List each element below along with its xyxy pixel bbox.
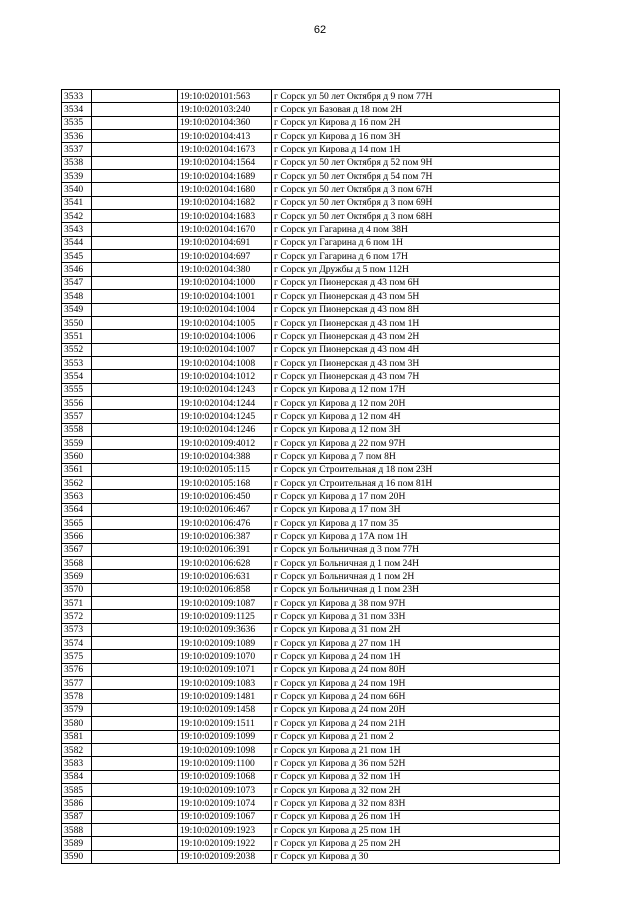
table-row bbox=[62, 623, 560, 636]
cadastral-number-cell: 19:10:020106:391 bbox=[178, 543, 272, 556]
cadastral-number-cell: 19:10:020106:858 bbox=[178, 583, 272, 596]
cadastral-number-cell: 19:10:020109:1089 bbox=[178, 637, 272, 650]
address-cell: г Сорск ул Дружбы д 5 пом 112Н bbox=[272, 263, 560, 276]
row-number-cell: 3558 bbox=[62, 423, 92, 436]
cadastral-number-cell: 19:10:020103:240 bbox=[178, 103, 272, 116]
cadastral-number-cell: 19:10:020104:1004 bbox=[178, 303, 272, 316]
row-number-cell: 3545 bbox=[62, 250, 92, 263]
empty-cell bbox=[92, 370, 178, 383]
row-number-cell: 3542 bbox=[62, 210, 92, 223]
cadastral-number-cell: 19:10:020104:1689 bbox=[178, 170, 272, 183]
empty-cell bbox=[92, 690, 178, 703]
row-number-cell: 3555 bbox=[62, 383, 92, 396]
address-cell: г Сорск ул Кирова д 21 пом 2 bbox=[272, 730, 560, 743]
empty-cell bbox=[92, 703, 178, 716]
address-cell: г Сорск ул Пионерская д 43 пом 7Н bbox=[272, 370, 560, 383]
table-row bbox=[62, 436, 560, 449]
empty-cell bbox=[92, 837, 178, 850]
empty-cell bbox=[92, 263, 178, 276]
address-cell: г Сорск ул 50 лет Октября д 3 пом 69Н bbox=[272, 196, 560, 209]
address-cell: г Сорск ул Кирова д 31 пом 2Н bbox=[272, 623, 560, 636]
address-cell: г Сорск ул Строительная д 18 пом 23Н bbox=[272, 463, 560, 476]
row-number-cell: 3570 bbox=[62, 583, 92, 596]
address-cell: г Сорск ул Больничная д 1 пом 24Н bbox=[272, 557, 560, 570]
table-row bbox=[62, 650, 560, 663]
address-cell: г Сорск ул Кирова д 24 пом 19Н bbox=[272, 677, 560, 690]
empty-cell bbox=[92, 543, 178, 556]
empty-cell bbox=[92, 143, 178, 156]
table-row bbox=[62, 637, 560, 650]
table-row bbox=[62, 463, 560, 476]
cadastral-number-cell: 19:10:020109:4012 bbox=[178, 436, 272, 449]
cadastral-number-cell: 19:10:020109:1458 bbox=[178, 703, 272, 716]
address-cell: г Сорск ул Кирова д 17 пом 3Н bbox=[272, 503, 560, 516]
cadastral-number-cell: 19:10:020104:413 bbox=[178, 130, 272, 143]
table-row bbox=[62, 730, 560, 743]
row-number-cell: 3539 bbox=[62, 170, 92, 183]
address-cell: г Сорск ул Больничная д 3 пом 77Н bbox=[272, 543, 560, 556]
cadastral-number-cell: 19:10:020106:631 bbox=[178, 570, 272, 583]
address-cell: г Сорск ул Кирова д 25 пом 2Н bbox=[272, 837, 560, 850]
row-number-cell: 3573 bbox=[62, 623, 92, 636]
address-cell: г Сорск ул Кирова д 12 пом 3Н bbox=[272, 423, 560, 436]
cadastral-number-cell: 19:10:020109:2038 bbox=[178, 850, 272, 863]
row-number-cell: 3574 bbox=[62, 637, 92, 650]
cadastral-number-cell: 19:10:020104:1005 bbox=[178, 316, 272, 329]
address-cell: г Сорск ул Кирова д 27 пом 1Н bbox=[272, 637, 560, 650]
row-number-cell: 3537 bbox=[62, 143, 92, 156]
table-row bbox=[62, 116, 560, 129]
cadastral-number-cell: 19:10:020109:1099 bbox=[178, 730, 272, 743]
table-row bbox=[62, 837, 560, 850]
cadastral-number-cell: 19:10:020104:1001 bbox=[178, 290, 272, 303]
address-cell: г Сорск ул Пионерская д 43 пом 3Н bbox=[272, 356, 560, 369]
table-row bbox=[62, 797, 560, 810]
cadastral-number-cell: 19:10:020106:387 bbox=[178, 530, 272, 543]
address-cell: г Сорск ул Кирова д 14 пом 1Н bbox=[272, 143, 560, 156]
row-number-cell: 3559 bbox=[62, 436, 92, 449]
address-cell: г Сорск ул Кирова д 21 пом 1Н bbox=[272, 743, 560, 756]
empty-cell bbox=[92, 530, 178, 543]
address-cell: г Сорск ул Кирова д 17 пом 20Н bbox=[272, 490, 560, 503]
table-row bbox=[62, 503, 560, 516]
address-cell: г Сорск ул Кирова д 17А пом 1Н bbox=[272, 530, 560, 543]
address-cell: г Сорск ул Гагарина д 6 пом 1Н bbox=[272, 236, 560, 249]
empty-cell bbox=[92, 223, 178, 236]
address-cell: г Сорск ул Пионерская д 43 пом 6Н bbox=[272, 276, 560, 289]
row-number-cell: 3541 bbox=[62, 196, 92, 209]
address-cell: г Сорск ул Базовая д 18 пом 2Н bbox=[272, 103, 560, 116]
row-number-cell: 3580 bbox=[62, 717, 92, 730]
empty-cell bbox=[92, 343, 178, 356]
empty-cell bbox=[92, 810, 178, 823]
row-number-cell: 3585 bbox=[62, 783, 92, 796]
row-number-cell: 3549 bbox=[62, 303, 92, 316]
address-cell: г Сорск ул Гагарина д 6 пом 17Н bbox=[272, 250, 560, 263]
row-number-cell: 3566 bbox=[62, 530, 92, 543]
table-row bbox=[62, 290, 560, 303]
empty-cell bbox=[92, 663, 178, 676]
row-number-cell: 3543 bbox=[62, 223, 92, 236]
address-cell: г Сорск ул Кирова д 32 пом 1Н bbox=[272, 770, 560, 783]
cadastral-number-cell: 19:10:020106:467 bbox=[178, 503, 272, 516]
page-number: 62 bbox=[313, 24, 327, 36]
row-number-cell: 3571 bbox=[62, 597, 92, 610]
empty-cell bbox=[92, 476, 178, 489]
table-row bbox=[62, 370, 560, 383]
address-cell: г Сорск ул Кирова д 26 пом 1Н bbox=[272, 810, 560, 823]
empty-cell bbox=[92, 797, 178, 810]
row-number-cell: 3572 bbox=[62, 610, 92, 623]
address-cell: г Сорск ул Кирова д 22 пом 97Н bbox=[272, 436, 560, 449]
empty-cell bbox=[92, 783, 178, 796]
empty-cell bbox=[92, 570, 178, 583]
empty-cell bbox=[92, 717, 178, 730]
row-number-cell: 3583 bbox=[62, 757, 92, 770]
table-row bbox=[62, 276, 560, 289]
address-cell: г Сорск ул Больничная д 1 пом 2Н bbox=[272, 570, 560, 583]
table-row bbox=[62, 770, 560, 783]
empty-cell bbox=[92, 650, 178, 663]
row-number-cell: 3534 bbox=[62, 103, 92, 116]
address-cell: г Сорск ул Кирова д 32 пом 2Н bbox=[272, 783, 560, 796]
table-row bbox=[62, 850, 560, 863]
row-number-cell: 3535 bbox=[62, 116, 92, 129]
row-number-cell: 3552 bbox=[62, 343, 92, 356]
cadastral-number-cell: 19:10:020109:1098 bbox=[178, 743, 272, 756]
address-cell: г Сорск ул Кирова д 12 пом 20Н bbox=[272, 396, 560, 409]
row-number-cell: 3540 bbox=[62, 183, 92, 196]
empty-cell bbox=[92, 850, 178, 863]
row-number-cell: 3556 bbox=[62, 396, 92, 409]
row-number-cell: 3579 bbox=[62, 703, 92, 716]
address-cell: г Сорск ул Кирова д 24 пом 1Н bbox=[272, 650, 560, 663]
empty-cell bbox=[92, 423, 178, 436]
row-number-cell: 3554 bbox=[62, 370, 92, 383]
cadastral-number-cell: 19:10:020109:1125 bbox=[178, 610, 272, 623]
address-cell: г Сорск ул Пионерская д 43 пом 2Н bbox=[272, 330, 560, 343]
empty-cell bbox=[92, 250, 178, 263]
table-row bbox=[62, 316, 560, 329]
cadastral-number-cell: 19:10:020104:1245 bbox=[178, 410, 272, 423]
empty-cell bbox=[92, 757, 178, 770]
row-number-cell: 3547 bbox=[62, 276, 92, 289]
address-cell: г Сорск ул Пионерская д 43 пом 4Н bbox=[272, 343, 560, 356]
empty-cell bbox=[92, 356, 178, 369]
registry-table-body bbox=[62, 90, 560, 864]
table-row bbox=[62, 103, 560, 116]
cadastral-number-cell: 19:10:020109:1923 bbox=[178, 823, 272, 836]
empty-cell bbox=[92, 770, 178, 783]
cadastral-number-cell: 19:10:020109:1083 bbox=[178, 677, 272, 690]
address-cell: г Сорск ул Кирова д 31 пом 33Н bbox=[272, 610, 560, 623]
table-row bbox=[62, 757, 560, 770]
address-cell: г Сорск ул Кирова д 16 пом 3Н bbox=[272, 130, 560, 143]
table-row bbox=[62, 423, 560, 436]
empty-cell bbox=[92, 436, 178, 449]
table-row bbox=[62, 196, 560, 209]
empty-cell bbox=[92, 677, 178, 690]
cadastral-number-cell: 19:10:020104:1244 bbox=[178, 396, 272, 409]
row-number-cell: 3536 bbox=[62, 130, 92, 143]
empty-cell bbox=[92, 130, 178, 143]
row-number-cell: 3589 bbox=[62, 837, 92, 850]
empty-cell bbox=[92, 103, 178, 116]
cadastral-number-cell: 19:10:020104:1670 bbox=[178, 223, 272, 236]
table-row bbox=[62, 743, 560, 756]
address-cell: г Сорск ул Строительная д 16 пом 81Н bbox=[272, 476, 560, 489]
empty-cell bbox=[92, 383, 178, 396]
cadastral-number-cell: 19:10:020109:1511 bbox=[178, 717, 272, 730]
table-row bbox=[62, 570, 560, 583]
address-cell: г Сорск ул 50 лет Октября д 52 пом 9Н bbox=[272, 156, 560, 169]
empty-cell bbox=[92, 276, 178, 289]
empty-cell bbox=[92, 116, 178, 129]
table-row bbox=[62, 543, 560, 556]
row-number-cell: 3568 bbox=[62, 557, 92, 570]
empty-cell bbox=[92, 623, 178, 636]
cadastral-number-cell: 19:10:020109:1481 bbox=[178, 690, 272, 703]
address-cell: г Сорск ул 50 лет Октября д 3 пом 67Н bbox=[272, 183, 560, 196]
row-number-cell: 3582 bbox=[62, 743, 92, 756]
cadastral-number-cell: 19:10:020106:628 bbox=[178, 557, 272, 570]
table-row bbox=[62, 490, 560, 503]
table-row bbox=[62, 703, 560, 716]
cadastral-number-cell: 19:10:020105:168 bbox=[178, 476, 272, 489]
row-number-cell: 3565 bbox=[62, 517, 92, 530]
row-number-cell: 3560 bbox=[62, 450, 92, 463]
address-cell: г Сорск ул Кирова д 32 пом 83Н bbox=[272, 797, 560, 810]
table-row bbox=[62, 610, 560, 623]
address-cell: г Сорск ул Кирова д 25 пом 1Н bbox=[272, 823, 560, 836]
registry-table bbox=[61, 89, 560, 864]
row-number-cell: 3586 bbox=[62, 797, 92, 810]
table-row bbox=[62, 476, 560, 489]
address-cell: г Сорск ул 50 лет Октября д 9 пом 77Н bbox=[272, 90, 560, 103]
cadastral-number-cell: 19:10:020104:1682 bbox=[178, 196, 272, 209]
table-row bbox=[62, 263, 560, 276]
table-row bbox=[62, 783, 560, 796]
table-row bbox=[62, 690, 560, 703]
cadastral-number-cell: 19:10:020109:1087 bbox=[178, 597, 272, 610]
table-row bbox=[62, 303, 560, 316]
empty-cell bbox=[92, 410, 178, 423]
address-cell: г Сорск ул Кирова д 24 пом 66Н bbox=[272, 690, 560, 703]
row-number-cell: 3590 bbox=[62, 850, 92, 863]
address-cell: г Сорск ул Пионерская д 43 пом 5Н bbox=[272, 290, 560, 303]
cadastral-number-cell: 19:10:020104:1006 bbox=[178, 330, 272, 343]
address-cell: г Сорск ул Кирова д 12 пом 4Н bbox=[272, 410, 560, 423]
cadastral-number-cell: 19:10:020101:563 bbox=[178, 90, 272, 103]
address-cell: г Сорск ул Больничная д 1 пом 23Н bbox=[272, 583, 560, 596]
cadastral-number-cell: 19:10:020104:1000 bbox=[178, 276, 272, 289]
cadastral-number-cell: 19:10:020104:388 bbox=[178, 450, 272, 463]
cadastral-number-cell: 19:10:020104:691 bbox=[178, 236, 272, 249]
empty-cell bbox=[92, 610, 178, 623]
empty-cell bbox=[92, 303, 178, 316]
row-number-cell: 3548 bbox=[62, 290, 92, 303]
cadastral-number-cell: 19:10:020104:1673 bbox=[178, 143, 272, 156]
row-number-cell: 3557 bbox=[62, 410, 92, 423]
empty-cell bbox=[92, 183, 178, 196]
table-row bbox=[62, 717, 560, 730]
table-row bbox=[62, 530, 560, 543]
table-row bbox=[62, 356, 560, 369]
table-row bbox=[62, 663, 560, 676]
row-number-cell: 3544 bbox=[62, 236, 92, 249]
row-number-cell: 3564 bbox=[62, 503, 92, 516]
table-row bbox=[62, 517, 560, 530]
empty-cell bbox=[92, 743, 178, 756]
table-row bbox=[62, 410, 560, 423]
cadastral-number-cell: 19:10:020105:115 bbox=[178, 463, 272, 476]
row-number-cell: 3567 bbox=[62, 543, 92, 556]
empty-cell bbox=[92, 490, 178, 503]
table-row bbox=[62, 597, 560, 610]
empty-cell bbox=[92, 597, 178, 610]
cadastral-number-cell: 19:10:020104:1564 bbox=[178, 156, 272, 169]
cadastral-number-cell: 19:10:020104:1012 bbox=[178, 370, 272, 383]
row-number-cell: 3569 bbox=[62, 570, 92, 583]
empty-cell bbox=[92, 823, 178, 836]
empty-cell bbox=[92, 450, 178, 463]
table-row bbox=[62, 343, 560, 356]
table-row bbox=[62, 810, 560, 823]
cadastral-number-cell: 19:10:020109:1070 bbox=[178, 650, 272, 663]
cadastral-number-cell: 19:10:020109:1067 bbox=[178, 810, 272, 823]
address-cell: г Сорск ул Кирова д 36 пом 52Н bbox=[272, 757, 560, 770]
cadastral-number-cell: 19:10:020104:380 bbox=[178, 263, 272, 276]
cadastral-number-cell: 19:10:020109:1068 bbox=[178, 770, 272, 783]
address-cell: г Сорск ул Кирова д 38 пом 97Н bbox=[272, 597, 560, 610]
empty-cell bbox=[92, 156, 178, 169]
table-row bbox=[62, 170, 560, 183]
cadastral-number-cell: 19:10:020104:360 bbox=[178, 116, 272, 129]
row-number-cell: 3561 bbox=[62, 463, 92, 476]
empty-cell bbox=[92, 583, 178, 596]
table-row bbox=[62, 383, 560, 396]
row-number-cell: 3562 bbox=[62, 476, 92, 489]
cadastral-number-cell: 19:10:020104:1683 bbox=[178, 210, 272, 223]
cadastral-number-cell: 19:10:020109:3636 bbox=[178, 623, 272, 636]
address-cell: г Сорск ул Пионерская д 43 пом 8Н bbox=[272, 303, 560, 316]
row-number-cell: 3576 bbox=[62, 663, 92, 676]
address-cell: г Сорск ул Кирова д 24 пом 20Н bbox=[272, 703, 560, 716]
cadastral-number-cell: 19:10:020106:450 bbox=[178, 490, 272, 503]
cadastral-number-cell: 19:10:020104:697 bbox=[178, 250, 272, 263]
table-row bbox=[62, 396, 560, 409]
table-row bbox=[62, 677, 560, 690]
empty-cell bbox=[92, 503, 178, 516]
cadastral-number-cell: 19:10:020104:1008 bbox=[178, 356, 272, 369]
row-number-cell: 3588 bbox=[62, 823, 92, 836]
cadastral-number-cell: 19:10:020106:476 bbox=[178, 517, 272, 530]
address-cell: г Сорск ул Кирова д 16 пом 2Н bbox=[272, 116, 560, 129]
cadastral-number-cell: 19:10:020109:1074 bbox=[178, 797, 272, 810]
empty-cell bbox=[92, 170, 178, 183]
row-number-cell: 3581 bbox=[62, 730, 92, 743]
table-row bbox=[62, 210, 560, 223]
cadastral-number-cell: 19:10:020104:1007 bbox=[178, 343, 272, 356]
row-number-cell: 3563 bbox=[62, 490, 92, 503]
row-number-cell: 3575 bbox=[62, 650, 92, 663]
table-row bbox=[62, 90, 560, 103]
empty-cell bbox=[92, 316, 178, 329]
row-number-cell: 3577 bbox=[62, 677, 92, 690]
address-cell: г Сорск ул 50 лет Октября д 54 пом 7Н bbox=[272, 170, 560, 183]
table-row bbox=[62, 583, 560, 596]
address-cell: г Сорск ул Гагарина д 4 пом 38Н bbox=[272, 223, 560, 236]
row-number-cell: 3533 bbox=[62, 90, 92, 103]
empty-cell bbox=[92, 396, 178, 409]
row-number-cell: 3538 bbox=[62, 156, 92, 169]
address-cell: г Сорск ул Кирова д 12 пом 17Н bbox=[272, 383, 560, 396]
empty-cell bbox=[92, 517, 178, 530]
empty-cell bbox=[92, 557, 178, 570]
cadastral-number-cell: 19:10:020109:1071 bbox=[178, 663, 272, 676]
row-number-cell: 3584 bbox=[62, 770, 92, 783]
address-cell: г Сорск ул Кирова д 30 bbox=[272, 850, 560, 863]
table-row bbox=[62, 223, 560, 236]
cadastral-number-cell: 19:10:020109:1073 bbox=[178, 783, 272, 796]
cadastral-number-cell: 19:10:020104:1243 bbox=[178, 383, 272, 396]
row-number-cell: 3550 bbox=[62, 316, 92, 329]
cadastral-number-cell: 19:10:020104:1680 bbox=[178, 183, 272, 196]
table-row bbox=[62, 823, 560, 836]
row-number-cell: 3587 bbox=[62, 810, 92, 823]
row-number-cell: 3553 bbox=[62, 356, 92, 369]
address-cell: г Сорск ул Кирова д 24 пом 21Н bbox=[272, 717, 560, 730]
table-row bbox=[62, 183, 560, 196]
row-number-cell: 3546 bbox=[62, 263, 92, 276]
empty-cell bbox=[92, 236, 178, 249]
table-row bbox=[62, 236, 560, 249]
empty-cell bbox=[92, 330, 178, 343]
row-number-cell: 3578 bbox=[62, 690, 92, 703]
empty-cell bbox=[92, 637, 178, 650]
table-row bbox=[62, 557, 560, 570]
row-number-cell: 3551 bbox=[62, 330, 92, 343]
empty-cell bbox=[92, 90, 178, 103]
empty-cell bbox=[92, 730, 178, 743]
cadastral-number-cell: 19:10:020104:1246 bbox=[178, 423, 272, 436]
table-row bbox=[62, 130, 560, 143]
empty-cell bbox=[92, 463, 178, 476]
empty-cell bbox=[92, 290, 178, 303]
address-cell: г Сорск ул Кирова д 7 пом 8Н bbox=[272, 450, 560, 463]
empty-cell bbox=[92, 210, 178, 223]
cadastral-number-cell: 19:10:020109:1922 bbox=[178, 837, 272, 850]
address-cell: г Сорск ул Кирова д 24 пом 80Н bbox=[272, 663, 560, 676]
table-row bbox=[62, 250, 560, 263]
table-row bbox=[62, 330, 560, 343]
table-row bbox=[62, 156, 560, 169]
table-row bbox=[62, 143, 560, 156]
address-cell: г Сорск ул Кирова д 17 пом 35 bbox=[272, 517, 560, 530]
empty-cell bbox=[92, 196, 178, 209]
address-cell: г Сорск ул Пионерская д 43 пом 1Н bbox=[272, 316, 560, 329]
table-row bbox=[62, 450, 560, 463]
address-cell: г Сорск ул 50 лет Октября д 3 пом 68Н bbox=[272, 210, 560, 223]
cadastral-number-cell: 19:10:020109:1100 bbox=[178, 757, 272, 770]
